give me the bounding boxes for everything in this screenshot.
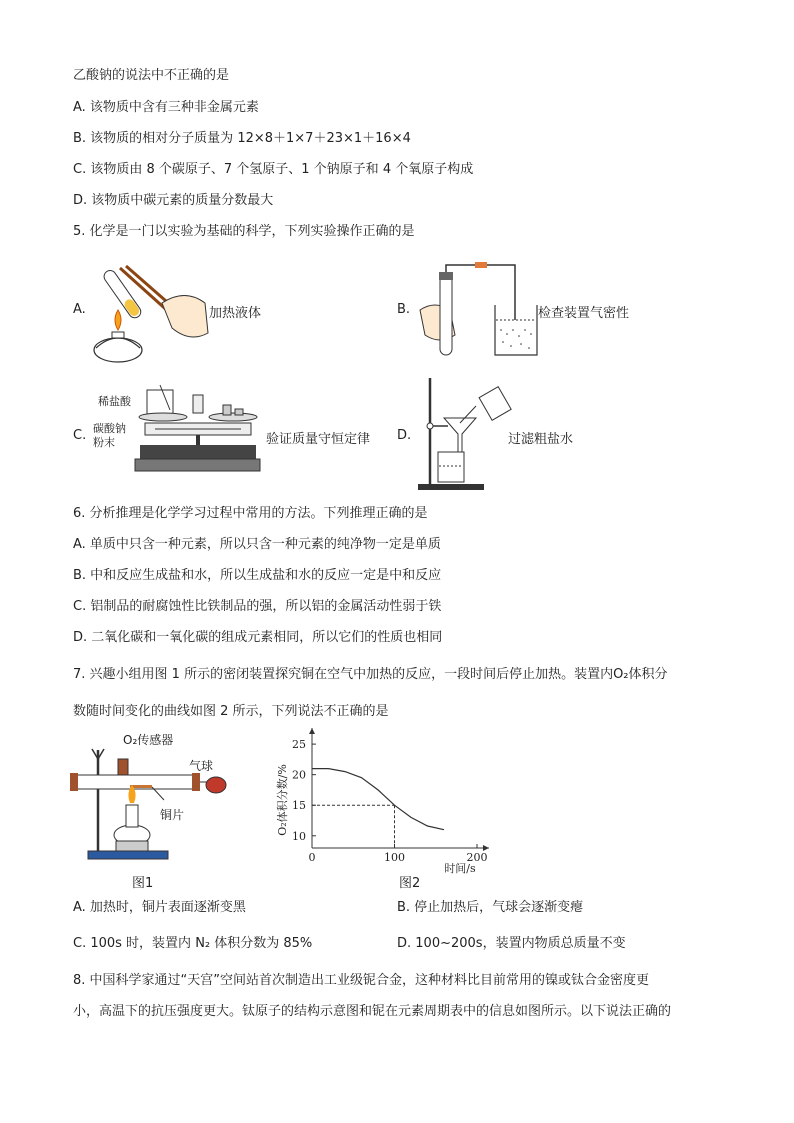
o2-volume-chart — [270, 730, 500, 875]
q7-option-b: B. 停止加热后，气球会逐渐变瘪 — [397, 900, 584, 915]
filtration-figure — [418, 378, 510, 493]
q5-d-caption: 过滤粗盐水 — [508, 432, 574, 447]
q5-stem: 5. 化学是一门以实验为基础的科学，下列实验操作正确的是 — [73, 224, 415, 239]
q7-stem-line2: 数随时间变化的曲线如图 2 所示，下列说法不正确的是 — [73, 704, 389, 719]
q7-option-a: A. 加热时，铜片表面逐渐变黑 — [73, 900, 246, 915]
figure-1-caption: 图1 — [132, 876, 154, 891]
figure-2-caption: 图2 — [399, 876, 421, 891]
q6-option-b: B. 中和反应生成盐和水，所以生成盐和水的反应一定是中和反应 — [73, 568, 442, 583]
q6-option-d: D. 二氧化碳和一氧化碳的组成元素相同，所以它们的性质也相同 — [73, 630, 443, 645]
q5-b-label: B. — [397, 302, 411, 317]
copper-label: 铜片 — [160, 808, 185, 822]
balloon-label: 气球 — [189, 759, 214, 773]
apparatus-figure-1 — [68, 745, 228, 865]
balance-figure — [135, 385, 260, 480]
chart-x-tick-label: 100 — [384, 851, 405, 864]
chart-y-tick-label: 10 — [292, 829, 306, 843]
heating-liquid-figure — [90, 258, 210, 368]
chart-x-tick-label: 0 — [308, 851, 316, 864]
q6-stem: 6. 分析推理是化学学习过程中常用的方法。下列推理正确的是 — [73, 506, 428, 521]
q5-a-caption: 加热液体 — [209, 306, 262, 321]
hcl-label: 稀盐酸 — [98, 395, 131, 408]
q4-option-b: B. 该物质的相对分子质量为 12×8＋1×7＋23×1＋16×4 — [73, 131, 411, 146]
chart-y-axis-label: O₂体积分数/% — [276, 764, 289, 836]
na2co3-label-1: 碳酸钠 — [93, 422, 126, 435]
chart-x-axis-label: 时间/s — [444, 862, 476, 875]
q5-b-caption: 检查装置气密性 — [538, 306, 630, 321]
q5-c-caption: 验证质量守恒定律 — [266, 432, 371, 447]
q7-option-d: D. 100~200s，装置内物质总质量不变 — [397, 936, 626, 951]
q5-a-label: A. — [73, 302, 86, 317]
chart-series-line — [312, 769, 444, 830]
chart-y-arrow — [309, 728, 315, 734]
q7-stem-line1: 7. 兴趣小组用图 1 所示的密闭装置探究铜在空气中加热的反应，一段时间后停止加热。装置内O₂体积分 — [73, 667, 668, 682]
q7-option-c: C. 100s 时，装置内 N₂ 体积分数为 85% — [73, 936, 313, 951]
q5-c-label: C. — [73, 428, 87, 443]
q6-option-a: A. 单质中只含一种元素，所以只含一种元素的纯净物一定是单质 — [73, 537, 441, 552]
q5-d-label: D. — [397, 428, 412, 443]
chart-y-tick-label: 25 — [292, 738, 306, 752]
q6-option-c: C. 铝制品的耐腐蚀性比铁制品的强，所以铝的金属活动性弱于铁 — [73, 599, 442, 614]
q8-line1: 8. 中国科学家通过“天宫”空间站首次制造出工业级铌合金，这种材料比目前常用的镍或钛合金密度更 — [73, 973, 650, 988]
q4-option-c: C. 该物质由 8 个碳原子、7 个氢原子、1 个钠原子和 4 个氧原子构成 — [73, 162, 474, 177]
q4-option-a: A. 该物质中含有三种非金属元素 — [73, 100, 259, 115]
chart-x-tick-label: 200 — [466, 851, 488, 864]
q4-stem-tail: 乙酸钠的说法中不正确的是 — [73, 68, 230, 83]
o2-sensor-label: O₂传感器 — [123, 733, 174, 747]
chart-y-tick-label: 20 — [292, 768, 306, 782]
q4-option-d: D. 该物质中碳元素的质量分数最大 — [73, 193, 274, 208]
chart-y-tick-label: 15 — [292, 799, 306, 813]
na2co3-label-2: 粉末 — [93, 436, 115, 449]
airtightness-figure — [415, 260, 540, 360]
q8-line2: 小，高温下的抗压强度更大。钛原子的结构示意图和铌在元素周期表中的信息如图所示。以下说法正确的 — [73, 1004, 672, 1019]
